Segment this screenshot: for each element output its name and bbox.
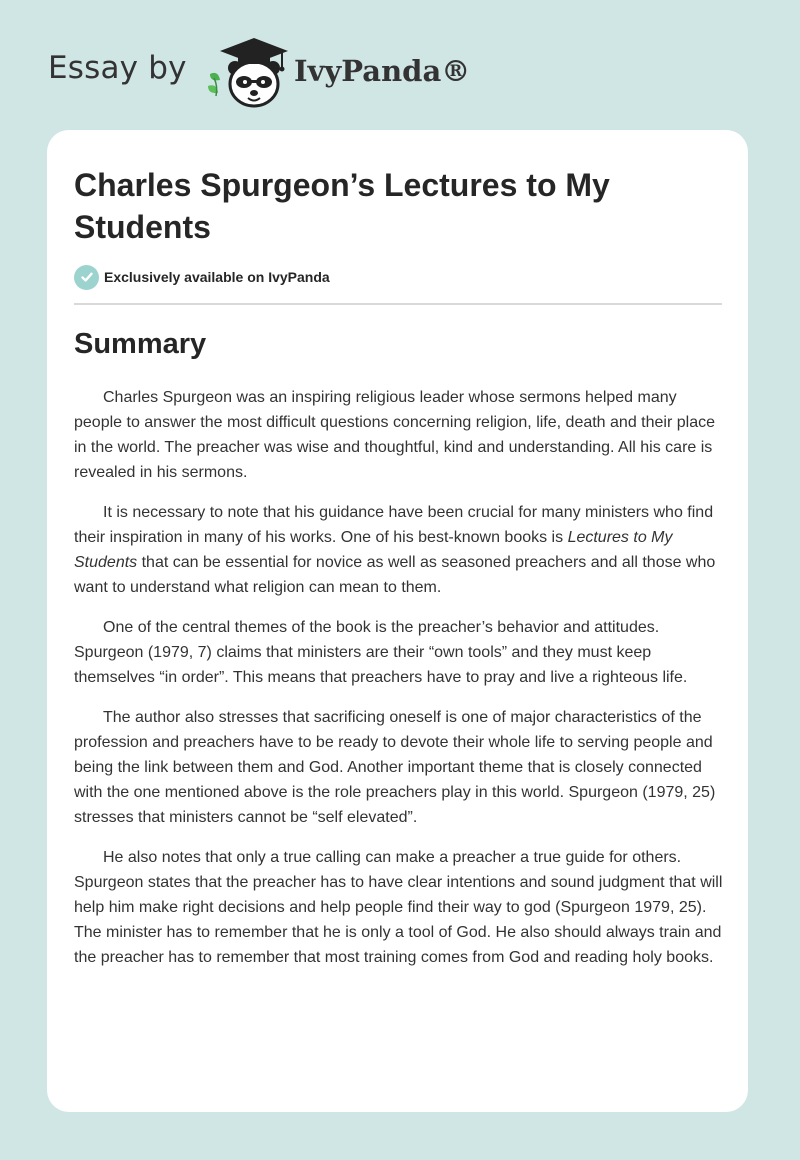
section-heading: Summary xyxy=(74,328,207,360)
essay-by-label: Essay by xyxy=(48,50,187,86)
page-title: Charles Spurgeon’s Lectures to My Students xyxy=(74,167,610,245)
exclusive-badge xyxy=(74,264,330,290)
paragraph: He also notes that only a true calling can make a preacher a true guide for others. Spurgeon states that the preacher has to have clear intentions and sound judgment that will help him make right decisions and help people find their way to god (Spurgeon 1979, 25). The minister has to remember that he is only a tool of God. He also should always train and the preacher has to remember that most training comes from God and reading holy books. xyxy=(74,849,723,966)
check-icon xyxy=(74,265,99,290)
book-title-emphasis: Lectures to My Students xyxy=(74,529,673,571)
paragraph xyxy=(74,500,724,600)
brand-name[interactable]: IvyPanda® xyxy=(294,54,471,88)
paragraph: The author also stresses that sacrificing oneself is one of major characteristics of the profession and preachers have to be ready to devote their whole life to serving people and being the link between them and God. Another important theme that is closely connected with the one mentioned above is the role preachers play in this world. Spurgeon (1979, 25) stresses that ministers cannot be “self elevated”. xyxy=(74,709,716,826)
site-header xyxy=(48,36,508,110)
paragraph-text: It is necessary to note that his guidance have been crucial for many ministers who find their inspiration in many of his works. One of his best-known books is xyxy=(74,504,714,546)
essay-body xyxy=(74,385,724,985)
divider xyxy=(74,303,722,305)
essay-card xyxy=(47,130,748,1112)
panda-graduate-icon[interactable] xyxy=(202,36,292,110)
paragraph: Charles Spurgeon was an inspiring religious leader whose sermons helped many people to answer the most difficult questions concerning religion, life, death and their place in the world. The preacher was wise and thoughtful, kind and understanding. All his care is revealed in his sermons. xyxy=(74,389,715,481)
exclusive-label: Exclusively available on IvyPanda xyxy=(104,269,330,285)
paragraph-text: that can be essential for novice as well as seasoned preachers and all those who want to understand what religion can mean to them. xyxy=(74,554,716,596)
paragraph: One of the central themes of the book is the preacher’s behavior and attitudes. Spurgeon (1979, 7) claims that ministers are their “own tools” and they must keep themselves “in order”. This means that preachers have to pray and live a righteous life. xyxy=(74,619,688,686)
